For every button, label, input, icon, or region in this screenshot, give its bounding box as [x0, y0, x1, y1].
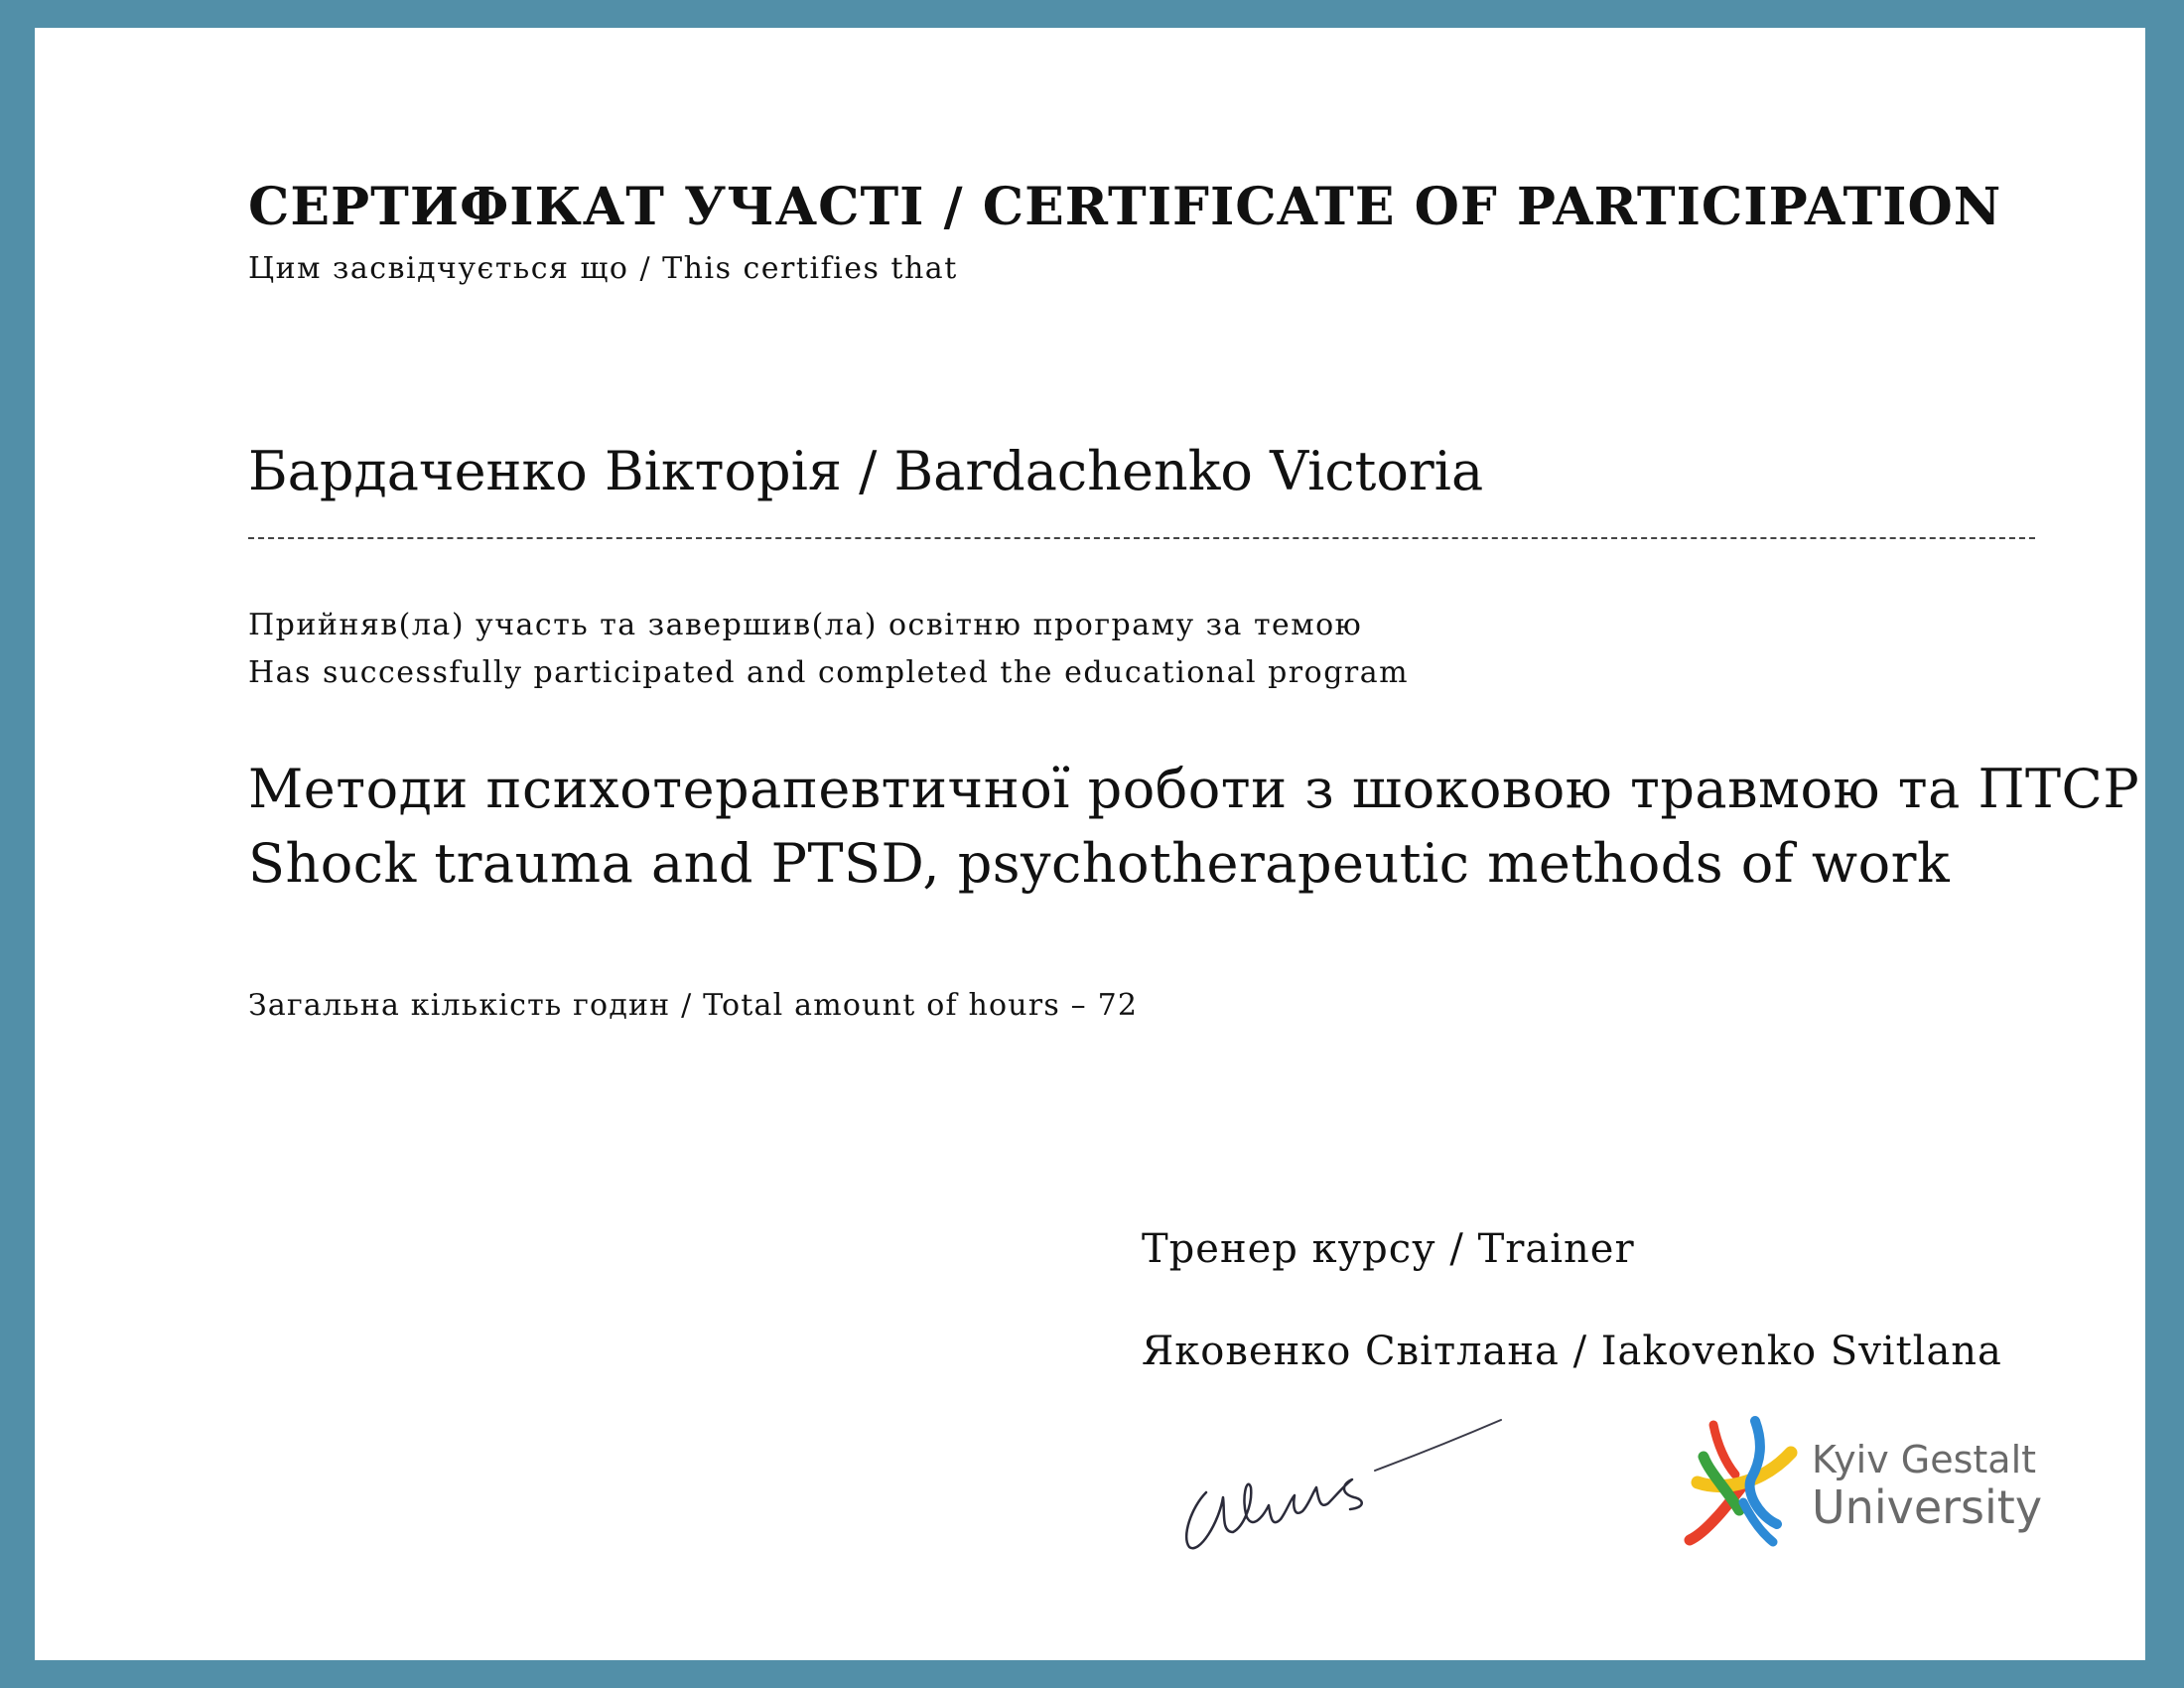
certificate-sheet: [35, 28, 2145, 1660]
certifies-that-text: Цим засвідчується що / This certifies that: [248, 251, 958, 286]
certificate-title: СЕРТИФІКАТ УЧАСТІ / CERTIFICATE OF PARTICIPATION: [248, 177, 2002, 237]
trainer-role: Тренер курсу / Trainer: [1142, 1226, 1635, 1272]
course-title-en: Shock trauma and PTSD, psychotherapeutic methods of work: [248, 832, 1951, 895]
logo-text-line2: University: [1812, 1480, 2043, 1534]
name-underline: [248, 537, 2035, 539]
trainer-signature: [1161, 1388, 1559, 1572]
logo-text-line1: Kyiv Gestalt: [1812, 1438, 2037, 1481]
kyiv-gestalt-university-logo: [1680, 1413, 2087, 1552]
university-logo-mark-icon: [1680, 1413, 1804, 1552]
participant-name: Бардаченко Вікторія / Bardachenko Victoria: [248, 440, 1484, 502]
program-intro-ua: Прийняв(ла) участь та завершив(ла) освітню програму за темою: [248, 608, 1363, 642]
trainer-name: Яковенко Світлана / Iakovenko Svitlana: [1142, 1329, 2002, 1374]
total-hours: Загальна кількість годин / Total amount of hours – 72: [248, 988, 1139, 1023]
program-intro-en: Has successfully participated and completed the educational program: [248, 655, 1410, 690]
course-title-ua: Методи психотерапевтичної роботи з шоковою травмою та ПТСР: [248, 758, 2140, 820]
